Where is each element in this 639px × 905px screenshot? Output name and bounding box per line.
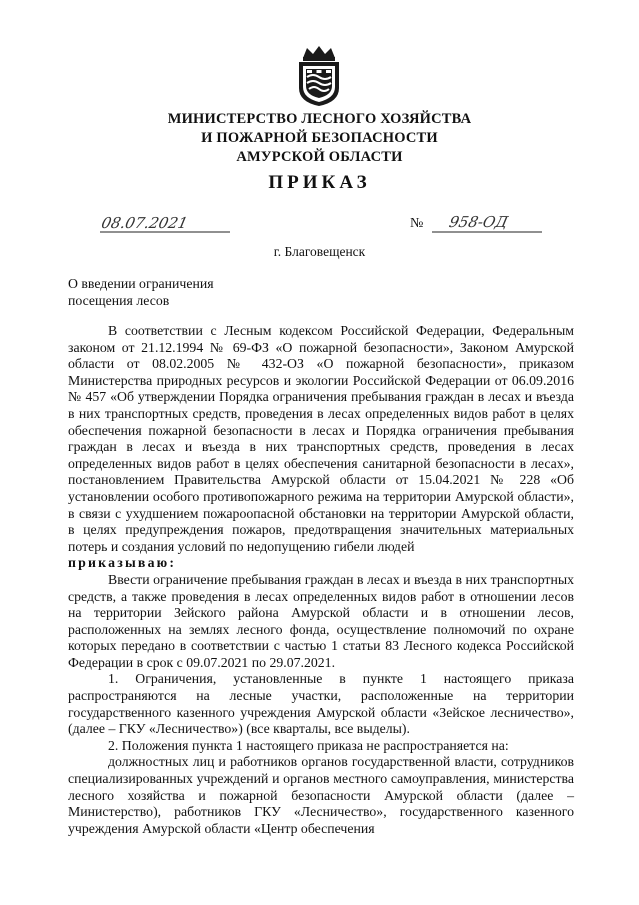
order-text-paragraph: Ввести ограничение пребывания граждан в лесах и въезда в них транспортных средств, а также проведения в лесах определенных видов работ в отношении лесов на территории Зейского района Амурской области и в отношении лесов, расположенных на землях лесного фонда, осуществление полномочий по охране которых передано в соответствии с частью 1 статьи 83 Лесного кодекса Российской Федерации в срок с 09.07.2021 по 29.07.2021. xyxy=(68,571,574,670)
order-subject xyxy=(68,275,214,309)
item-1-paragraph: 1. Ограничения, установленные в пункте 1 настоящего приказа распространяются на лесные участки, расположенные на территории государственного казенного учреждения Амурской области «Зейское лесничество», (далее – ГКУ «Лесничество») (все кварталы, все выделы). xyxy=(68,671,574,737)
ministry-name xyxy=(80,110,559,167)
item-2-text-paragraph: должностных лиц и работников органов государственной власти, сотрудников специализированных учреждений и органов местного самоуправления, министерства лесного хозяйства и пожарной безопасности Амурской области (далее – Министерство), работников ГКУ «Лесничество», государственного казенного учреждения Амурской области «Центр обеспечения xyxy=(68,754,574,836)
preamble-paragraph: В соответствии с Лесным кодексом Российской Федерации, Федеральным законом от 21.12.1994 № 69-ФЗ «О пожарной безопасности», Законом Амурской области от 08.02.2005 № 432-ОЗ «О пожарной безопасности», приказом Министерства природных ресурсов и экологии Российской Федерации от 06.09.2016 № 457 «Об утверждении Порядка ограничения пребывания граждан в лесах и въезда в них транспортных средств, проведения в лесах определенных видов работ в целях обеспечения пожарной безопасности в лесах и Порядка ограничения пребывания граждан в лесах и въезда в них транспортных средств, проведения в лесах определенных видов работ в целях обеспечения санитарной безопасности в лесах», постановлением Правительства Амурской области от 15.04.2021 № 228 «Об установлении особого противопожарного режима на территории Амурской области», в связи с ухудшением пожароопасной обстановки на территории Амурской области, в целях предупреждения пожаров, предотвращения значительных материальных потерь и создания условий по недопущению гибели людей xyxy=(68,323,574,554)
coat-of-arms-icon xyxy=(293,44,345,108)
ministry-line-1: МИНИСТЕРСТВО ЛЕСНОГО ХОЗЯЙСТВА xyxy=(167,111,472,127)
order-body xyxy=(68,323,574,837)
handwritten-date xyxy=(100,212,230,234)
document-type: ПРИКАЗ xyxy=(268,172,371,193)
handwritten-date-text: 08.07.2021 xyxy=(100,214,190,232)
handwritten-number xyxy=(432,210,542,234)
handwritten-number-text: 958-ОД xyxy=(447,213,510,231)
subject-line-2: посещения лесов xyxy=(68,293,170,308)
item-2-paragraph: 2. Положения пункта 1 настоящего приказа не распространяется на: xyxy=(108,737,509,753)
number-sign: № xyxy=(410,216,424,231)
subject-line-1: О введении ограничения xyxy=(68,276,214,291)
ministry-line-3: АМУРСКОЙ ОБЛАСТИ xyxy=(236,149,403,165)
city-line: г. Благовещенск xyxy=(273,244,366,259)
ministry-line-2: И ПОЖАРНОЙ БЕЗОПАСНОСТИ xyxy=(201,130,438,146)
order-word: приказываю: xyxy=(68,555,177,571)
